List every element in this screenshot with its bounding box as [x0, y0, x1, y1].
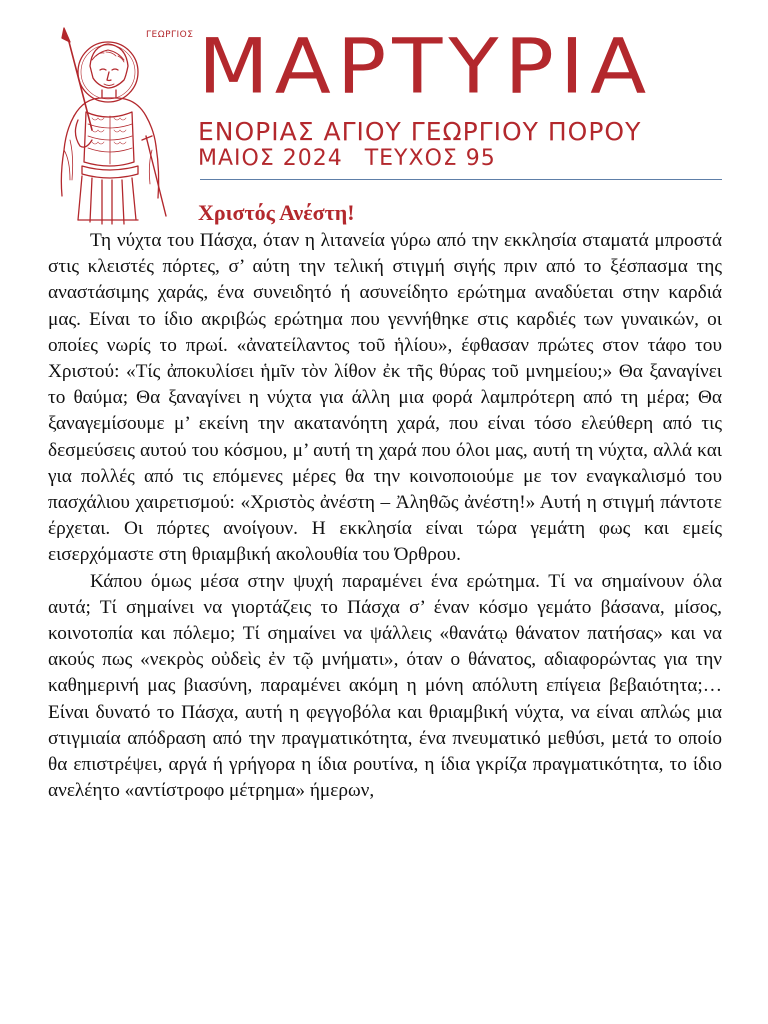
- parish-subtitle: ΕΝΟΡΙΑΣ ΑΓΙΟΥ ΓΕΩΡΓΙΟΥ ΠΟΡΟΥ: [198, 117, 642, 146]
- header-rule: [200, 179, 722, 180]
- article-body: [48, 228, 722, 804]
- masthead: [198, 23, 738, 172]
- saint-george-icon: [34, 20, 202, 228]
- icon-inscription: ΓΕΩΡΓΙΟΣ: [146, 30, 194, 40]
- issue-line: [198, 146, 738, 172]
- newsletter-title: ΜΑΡΤΥΡΙΑ: [198, 23, 653, 111]
- article-paragraph: Τη νύχτα του Πάσχα, όταν η λιτανεία γύρω από την εκκλησία σταματά μπροστά στις κλειστές πόρτες, σ’ αύτη την τελική στιγμή σιγής πριν από το ξέσπασμα της αναστάσιμης χαράς, ένα συνειδητό ή ασυνείδητο ερώτημα αναδύεται στην καρδιά μας. Είναι το ίδιο ακριβώς ερώτημα που γεννήθηκε στις καρδιές των γυναικών, οι οποίες νωρίς το πρωί. «ἀνατείλαντος τοῦ ἡλίου», έφθασαν πρώτες στον τάφο του Χριστού: «Τίς ἀποκυλίσει ἡμῖν τὸν λίθον ἐκ τῆς θύρας τοῦ μνημείου;» Θα ξαναγίνει το θαύμα; Θα ξαναγίνει η νύχτα για άλλη μια φορά λαμπρότερη από τη μέρα; Θα ξαναγεμίσουμε μ’ εκείνη την ακατανόητη χαρά, που είναι τόσο ελεύθερη από τις δεσμεύσεις αυτού του κόσμου, μ’ αυτή τη χαρά που όλοι μας, αυτή τη νύχτα, αλλά και για πολλές από τις επόμενες μέρες θα την κοινοποιούμε με τον εναγκαλισμό του πασχάλιου χαιρετισμού: «Χριστὸς ἀνέστη – Ἀληθῶς ἀνέστη!» Αυτή η στιγμή πάντοτε έρχεται. Οι πόρτες ανοίγουν. Η εκκλησία είναι τώρα γεμάτη φως και εμείς εισερχόμαστε στη θριαμβική ακολουθία του Όρθρου.: [48, 230, 722, 566]
- article-title: Χριστός Ανέστη!: [198, 200, 355, 225]
- article-paragraph: Κάπου όμως μέσα στην ψυχή παραμένει ένα ερώτημα. Τί να σημαίνουν όλα αυτά; Τί σημαίνει να γιορτάζεις το Πάσχα σ’ έναν κόσμο γεμάτο βάσανα, μίσος, κοινοτοπία και πόλεμο; Τί σημαίνει να ψάλλεις «θανάτῳ θάνατον πατήσας» και να ακούς πως «νεκρὸς οὐδεὶς ἐν τῷ μνήματι», όταν ο θάνατος, αδιαφορώντας για την καθημερινή μας βιασύνη, παραμένει ακόμη η μόνη απόλυτη επίγεια βεβαιότητα;… Είναι δυνατό το Πάσχα, αυτή η φεγγοβόλα και θριαμβική νύχτα, να είναι απλώς μια στιγμιαία απόδραση από την πραγματικότητα, ένα πνευματικό μεθύσι, μετά το οποίο θα επιστρέψει, αργά ή γρήγορα η ίδια ρουτίνα, η ίδια γκρίζα πραγματικότητα, το ίδιο ανελέητο «αντίστροφο μέτρημα» ήμερων,: [48, 570, 722, 802]
- issue-date: ΜΑΙΟΣ 2024: [198, 146, 343, 171]
- issue-number: ΤΕΥΧΟΣ 95: [364, 146, 496, 171]
